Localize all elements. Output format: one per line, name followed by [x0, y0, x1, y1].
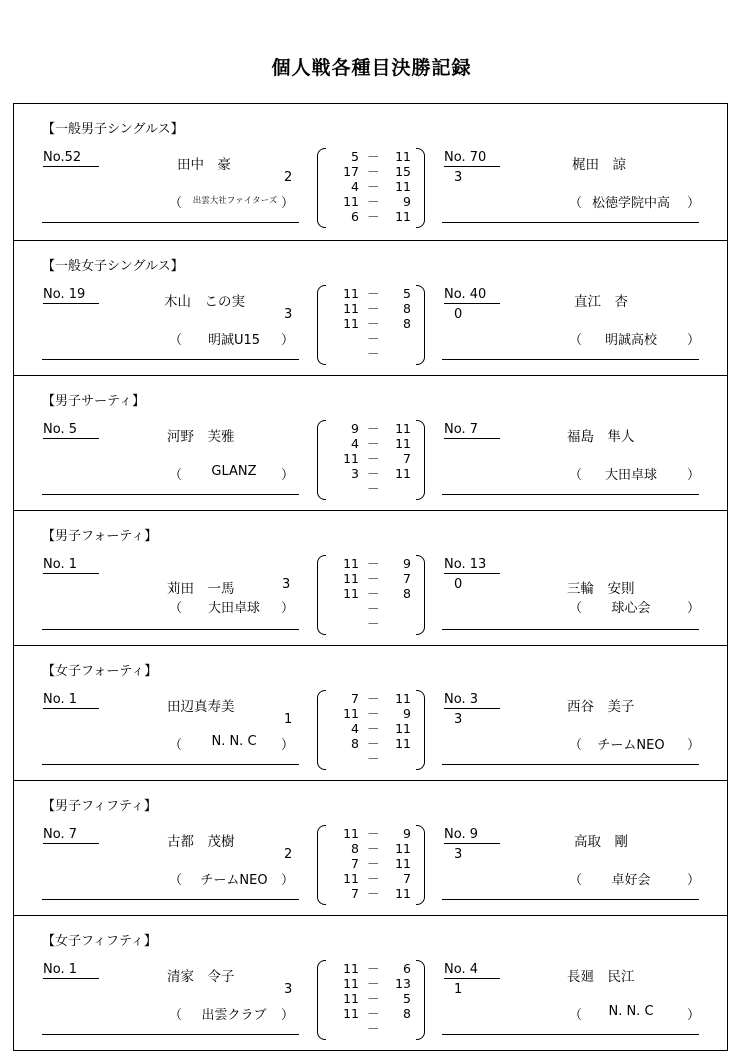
paren-open: （ [169, 1008, 183, 1023]
left-sets-won: 2 [284, 170, 293, 185]
left-game-points: 5 [351, 149, 359, 164]
right-player-name: 三輪 安則 [567, 581, 635, 597]
left-game-points: 11 [343, 451, 359, 466]
right-game-points: 11 [395, 209, 411, 224]
game-score-row [317, 481, 425, 496]
game-scores [317, 690, 425, 770]
left-player-number: No. 1 [43, 962, 99, 979]
score-dash: － [367, 451, 380, 466]
score-dash: － [367, 1021, 380, 1036]
left-game-points: 7 [351, 691, 359, 706]
game-score-row [317, 961, 425, 976]
right-game-points: 8 [403, 586, 411, 601]
right-player-name: 福島 隼人 [567, 429, 635, 445]
left-game-points: 17 [343, 164, 359, 179]
right-game-points: 7 [403, 571, 411, 586]
paren-close: ） [281, 1008, 295, 1023]
score-dash: － [367, 149, 380, 164]
left-game-points: 11 [343, 871, 359, 886]
left-player-number: No. 7 [43, 827, 99, 844]
right-game-points: 7 [403, 451, 411, 466]
left-game-points: 11 [343, 976, 359, 991]
left-sets-won: 1 [284, 712, 293, 727]
left-team-name: GLANZ [211, 464, 257, 479]
score-dash: － [367, 736, 380, 751]
left-underline [42, 899, 299, 900]
right-sets-won: 1 [454, 982, 463, 997]
game-score-row [317, 556, 425, 571]
right-underline [442, 629, 699, 630]
left-player-name: 田中 豪 [177, 157, 231, 173]
score-dash: － [367, 164, 380, 179]
left-underline [42, 494, 299, 495]
score-dash: － [367, 316, 380, 331]
game-scores [317, 420, 425, 500]
right-game-points: 9 [403, 194, 411, 209]
game-score-row [317, 466, 425, 481]
right-game-points: 11 [395, 149, 411, 164]
game-score-row [317, 856, 425, 871]
score-dash: － [367, 286, 380, 301]
game-score-row [317, 976, 425, 991]
game-scores [317, 148, 425, 228]
score-dash: － [367, 346, 380, 361]
right-game-points: 11 [395, 421, 411, 436]
paren-open: （ [569, 873, 583, 888]
right-game-points: 8 [403, 316, 411, 331]
right-sets-won: 3 [454, 712, 463, 727]
right-game-points: 11 [395, 436, 411, 451]
right-player-number: No. 4 [444, 962, 500, 979]
score-dash: － [367, 466, 380, 481]
score-dash: － [367, 751, 380, 766]
game-score-row [317, 841, 425, 856]
paren-open: （ [169, 873, 183, 888]
right-player-number: No. 7 [444, 422, 500, 439]
game-score-row [317, 286, 425, 301]
game-score-row [317, 871, 425, 886]
paren-open: （ [569, 601, 583, 616]
left-player-number: No. 5 [43, 422, 99, 439]
paren-close: ） [687, 196, 701, 211]
score-dash: － [367, 706, 380, 721]
left-game-points: 11 [343, 991, 359, 1006]
game-scores [317, 555, 425, 635]
page-title: 個人戦各種目決勝記録 [271, 57, 472, 79]
right-team-name: 大田卓球 [604, 468, 657, 483]
paren-close: ） [281, 738, 295, 753]
score-dash: － [367, 301, 380, 316]
right-underline [442, 899, 699, 900]
paren-open: （ [569, 333, 583, 348]
left-game-points: 4 [351, 436, 359, 451]
paren-close: ） [281, 333, 295, 348]
score-dash: － [367, 856, 380, 871]
left-game-points: 6 [351, 209, 359, 224]
left-player-name: 古都 茂樹 [167, 834, 235, 850]
game-score-row [317, 886, 425, 901]
match-block [13, 103, 728, 241]
right-game-points: 11 [395, 691, 411, 706]
score-dash: － [367, 991, 380, 1006]
paren-close: ） [281, 468, 295, 483]
right-game-points: 7 [403, 871, 411, 886]
right-team-name: 卓好会 [611, 873, 651, 888]
game-score-row [317, 586, 425, 601]
left-game-points: 4 [351, 721, 359, 736]
paren-open: （ [169, 333, 183, 348]
left-game-points: 9 [351, 421, 359, 436]
paren-close: ） [281, 196, 295, 211]
left-game-points: 7 [351, 856, 359, 871]
match-block [13, 241, 728, 376]
event-title: 【一般女子シングルス】 [42, 259, 184, 274]
right-game-points: 11 [395, 466, 411, 481]
right-sets-won: 3 [454, 170, 463, 185]
right-underline [442, 359, 699, 360]
left-sets-won: 3 [284, 307, 293, 322]
right-team-name: 明誠高校 [604, 333, 657, 348]
left-underline [42, 222, 299, 223]
event-title: 【男子フィフティ】 [42, 799, 157, 814]
score-dash: － [367, 586, 380, 601]
left-sets-won: 2 [284, 847, 293, 862]
right-game-points: 5 [403, 991, 411, 1006]
right-underline [442, 222, 699, 223]
left-game-points: 11 [343, 286, 359, 301]
game-scores [317, 285, 425, 365]
left-game-points: 11 [343, 301, 359, 316]
left-game-points: 4 [351, 179, 359, 194]
right-player-name: 西谷 美子 [567, 699, 635, 715]
paren-close: ） [687, 468, 701, 483]
right-player-name: 高取 剛 [574, 834, 628, 850]
right-team-name: N. N. C [608, 1004, 654, 1019]
right-game-points: 8 [403, 1006, 411, 1021]
paren-open: （ [169, 468, 183, 483]
paren-open: （ [169, 738, 183, 753]
game-score-row [317, 194, 425, 209]
right-sets-won: 0 [454, 577, 463, 592]
right-game-points: 11 [395, 841, 411, 856]
paren-open: （ [569, 738, 583, 753]
left-player-number: No. 1 [43, 557, 99, 574]
event-title: 【男子サーティ】 [42, 394, 145, 409]
left-player-name: 木山 この実 [164, 294, 245, 310]
right-game-points: 11 [395, 886, 411, 901]
right-game-points: 5 [403, 286, 411, 301]
game-score-row [317, 209, 425, 224]
left-player-name: 苅田 一馬 [167, 581, 235, 597]
event-title: 【男子フォーティ】 [42, 529, 158, 544]
game-score-row [317, 691, 425, 706]
left-game-points: 11 [343, 961, 359, 976]
right-sets-won: 0 [454, 307, 463, 322]
paren-open: （ [569, 196, 583, 211]
event-title: 【一般男子シングルス】 [42, 122, 184, 137]
game-score-row [317, 149, 425, 164]
game-score-row [317, 346, 425, 361]
left-game-points: 11 [343, 571, 359, 586]
left-game-points: 8 [351, 736, 359, 751]
score-dash: － [367, 436, 380, 451]
right-underline [442, 764, 699, 765]
game-scores [317, 825, 425, 905]
paren-close: ） [687, 738, 701, 753]
event-title: 【女子フォーティ】 [42, 664, 158, 679]
results-sheet [13, 103, 728, 1051]
score-dash: － [367, 481, 380, 496]
right-game-points: 11 [395, 179, 411, 194]
left-team-name: 大田卓球 [207, 601, 260, 616]
left-player-name: 河野 芙雅 [167, 429, 235, 445]
right-player-number: No. 9 [444, 827, 500, 844]
left-player-number: No. 19 [43, 287, 99, 304]
game-score-row [317, 316, 425, 331]
left-game-points: 11 [343, 706, 359, 721]
right-player-number: No. 70 [444, 150, 500, 167]
paren-close: ） [281, 601, 295, 616]
match-block [13, 781, 728, 916]
score-dash: － [367, 556, 380, 571]
left-player-number: No.52 [43, 150, 99, 167]
match-block [13, 511, 728, 646]
score-dash: － [367, 871, 380, 886]
right-sets-won: 3 [454, 847, 463, 862]
right-player-number: No. 13 [444, 557, 500, 574]
score-dash: － [367, 571, 380, 586]
paren-open: （ [169, 196, 183, 211]
left-team-name: 明誠U15 [207, 333, 261, 348]
left-underline [42, 1034, 299, 1035]
score-dash: － [367, 421, 380, 436]
left-game-points: 7 [351, 886, 359, 901]
left-game-points: 11 [343, 1006, 359, 1021]
left-game-points: 8 [351, 841, 359, 856]
right-game-points: 11 [395, 736, 411, 751]
left-underline [42, 629, 299, 630]
game-score-row [317, 421, 425, 436]
game-score-row [317, 571, 425, 586]
match-block [13, 376, 728, 511]
left-player-number: No. 1 [43, 692, 99, 709]
game-score-row [317, 736, 425, 751]
right-player-name: 梶田 諒 [572, 157, 626, 173]
game-score-row [317, 451, 425, 466]
right-game-points: 9 [403, 706, 411, 721]
left-sets-won: 3 [282, 577, 291, 592]
paren-close: ） [687, 601, 701, 616]
event-title: 【女子フィフティ】 [42, 934, 157, 949]
game-score-row [317, 721, 425, 736]
score-dash: － [367, 886, 380, 901]
right-player-number: No. 3 [444, 692, 500, 709]
left-underline [42, 764, 299, 765]
right-underline [442, 494, 699, 495]
right-team-name: チームNEO [597, 738, 665, 753]
game-score-row [317, 601, 425, 616]
game-score-row [317, 301, 425, 316]
right-game-points: 9 [403, 556, 411, 571]
game-score-row [317, 331, 425, 346]
left-game-points: 11 [343, 586, 359, 601]
paren-open: （ [569, 1008, 583, 1023]
left-player-name: 田辺真寿美 [167, 699, 235, 715]
paren-close: ） [281, 873, 295, 888]
score-dash: － [367, 179, 380, 194]
score-dash: － [367, 601, 380, 616]
right-game-points: 8 [403, 301, 411, 316]
score-dash: － [367, 691, 380, 706]
right-team-name: 松徳学院中高 [591, 196, 670, 211]
right-game-points: 13 [395, 976, 411, 991]
left-game-points: 11 [343, 316, 359, 331]
right-team-name: 球心会 [611, 601, 651, 616]
score-dash: － [367, 976, 380, 991]
game-score-row [317, 164, 425, 179]
score-dash: － [367, 841, 380, 856]
game-score-row [317, 751, 425, 766]
left-player-name: 清家 令子 [167, 969, 235, 985]
score-dash: － [367, 331, 380, 346]
right-game-points: 9 [403, 826, 411, 841]
score-dash: － [367, 721, 380, 736]
left-game-points: 3 [351, 466, 359, 481]
score-dash: － [367, 194, 380, 209]
score-dash: － [367, 826, 380, 841]
left-team-name: チームNEO [200, 873, 268, 888]
right-player-number: No. 40 [444, 287, 500, 304]
left-team-name: 出雲大社ファイターズ [192, 196, 278, 206]
right-player-name: 長廻 民江 [567, 969, 635, 985]
right-game-points: 11 [395, 856, 411, 871]
right-player-name: 直江 杏 [574, 294, 628, 310]
match-block [13, 646, 728, 781]
game-scores [317, 960, 425, 1040]
game-score-row [317, 826, 425, 841]
left-team-name: N. N. C [211, 734, 257, 749]
left-game-points: 11 [343, 194, 359, 209]
match-block [13, 916, 728, 1051]
right-game-points: 15 [395, 164, 411, 179]
game-score-row [317, 436, 425, 451]
paren-open: （ [569, 468, 583, 483]
game-score-row [317, 1006, 425, 1021]
game-score-row [317, 706, 425, 721]
right-game-points: 11 [395, 721, 411, 736]
score-dash: － [367, 616, 380, 631]
left-underline [42, 359, 299, 360]
left-game-points: 11 [343, 556, 359, 571]
paren-open: （ [169, 601, 183, 616]
score-dash: － [367, 1006, 380, 1021]
score-dash: － [367, 209, 380, 224]
paren-close: ） [687, 873, 701, 888]
right-underline [442, 1034, 699, 1035]
game-score-row [317, 179, 425, 194]
right-game-points: 6 [403, 961, 411, 976]
score-dash: － [367, 961, 380, 976]
game-score-row [317, 991, 425, 1006]
game-score-row [317, 1021, 425, 1036]
left-team-name: 出雲クラブ [201, 1008, 267, 1023]
left-sets-won: 3 [284, 982, 293, 997]
paren-close: ） [687, 1008, 701, 1023]
left-game-points: 11 [343, 826, 359, 841]
paren-close: ） [687, 333, 701, 348]
game-score-row [317, 616, 425, 631]
